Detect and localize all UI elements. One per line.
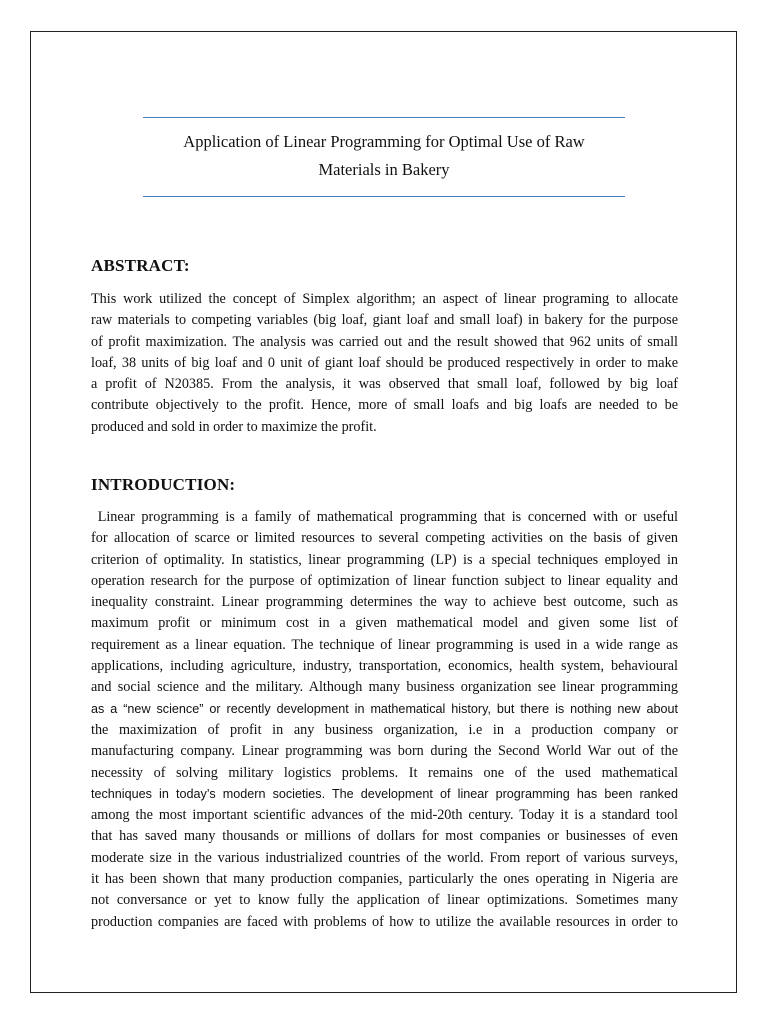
abstract-line: produced and sold in order to maximize the profit. [91, 418, 377, 435]
introduction-paragraph [91, 507, 678, 933]
abstract-line: of profit maximization. The analysis was carried out and the result showed that 962 units of small [91, 333, 678, 350]
abstract-line: a profit of N20385. From the analysis, it was observed that small loaf, followed by big loaf [91, 376, 678, 393]
introduction-line: necessity of solving military logistics problems. It remains one of the used mathematical [91, 764, 678, 781]
introduction-line: maximum profit or minimum cost in a given mathematical model and given some list of [91, 615, 678, 632]
abstract-line: raw materials to competing variables (big loaf, giant loaf and small loaf) in bakery for the purpose [91, 312, 678, 329]
abstract-line: This work utilized the concept of Simplex algorithm; an aspect of linear programing to allocate [91, 291, 678, 307]
introduction-line: production companies are faced with problems of how to utilize the available resources in order to [91, 913, 678, 930]
title-line: Application of Linear Programming for Optimal Use of Raw [183, 132, 585, 151]
introduction-line: techniques in today’s modern societies. The development of linear programming has been ranked [91, 786, 678, 801]
abstract-line: contribute objectively to the profit. Hence, more of small loafs and big loafs are needed to be [91, 397, 678, 414]
introduction-line: the maximization of profit in any business organization, i.e in a production company or [91, 721, 678, 738]
title-top-rule [143, 117, 625, 118]
abstract-paragraph [91, 289, 678, 438]
abstract-heading: ABSTRACT: [91, 256, 190, 275]
paper-title [143, 128, 625, 184]
introduction-line: applications, including agriculture, industry, transportation, economics, health system, behavioural [91, 658, 678, 675]
introduction-line: inequality constraint. Linear programming determines the way to achieve best outcome, such as [91, 594, 678, 611]
introduction-line: it has been shown that many production companies, particularly the ones operating in Nigeria are [91, 871, 678, 888]
introduction-line: Linear programming is a family of mathematical programming that is concerned with or useful [91, 509, 678, 525]
introduction-line: moderate size in the various industrialized countries of the world. From report of various surveys, [91, 849, 678, 866]
introduction-line: not conversance or yet to know fully the application of linear optimizations. Sometimes many [91, 892, 678, 909]
introduction-line: operation research for the purpose of optimization of linear function subject to linear equality and [91, 572, 678, 589]
introduction-heading: INTRODUCTION: [91, 475, 236, 494]
introduction-line: as a “new science” or recently development in mathematical history, but there is nothing new about [91, 701, 678, 716]
title-bottom-rule [143, 196, 625, 197]
introduction-line: that has saved many thousands or millions of dollars for most companies or businesses of even [91, 828, 678, 845]
introduction-line: requirement as a linear equation. The technique of linear programming is used in a wide range as [91, 636, 678, 653]
introduction-line: for allocation of scarce or limited resources to several competing activities on the basis of given [91, 530, 678, 547]
introduction-line: criterion of optimality. In statistics, linear programming (LP) is a special techniques employed in [91, 551, 678, 568]
abstract-line: loaf, 38 units of big loaf and 0 unit of giant loaf should be produced respectively in order to make [91, 354, 678, 371]
introduction-line: and social science and the military. Although many business organization see linear programming [91, 679, 678, 696]
title-line: Materials in Bakery [318, 160, 450, 179]
introduction-line: manufacturing company. Linear programming was born during the Second World War out of the [91, 743, 678, 760]
introduction-line: among the most important scientific advances of the mid-20th century. Today it is a standard tool [91, 807, 678, 824]
